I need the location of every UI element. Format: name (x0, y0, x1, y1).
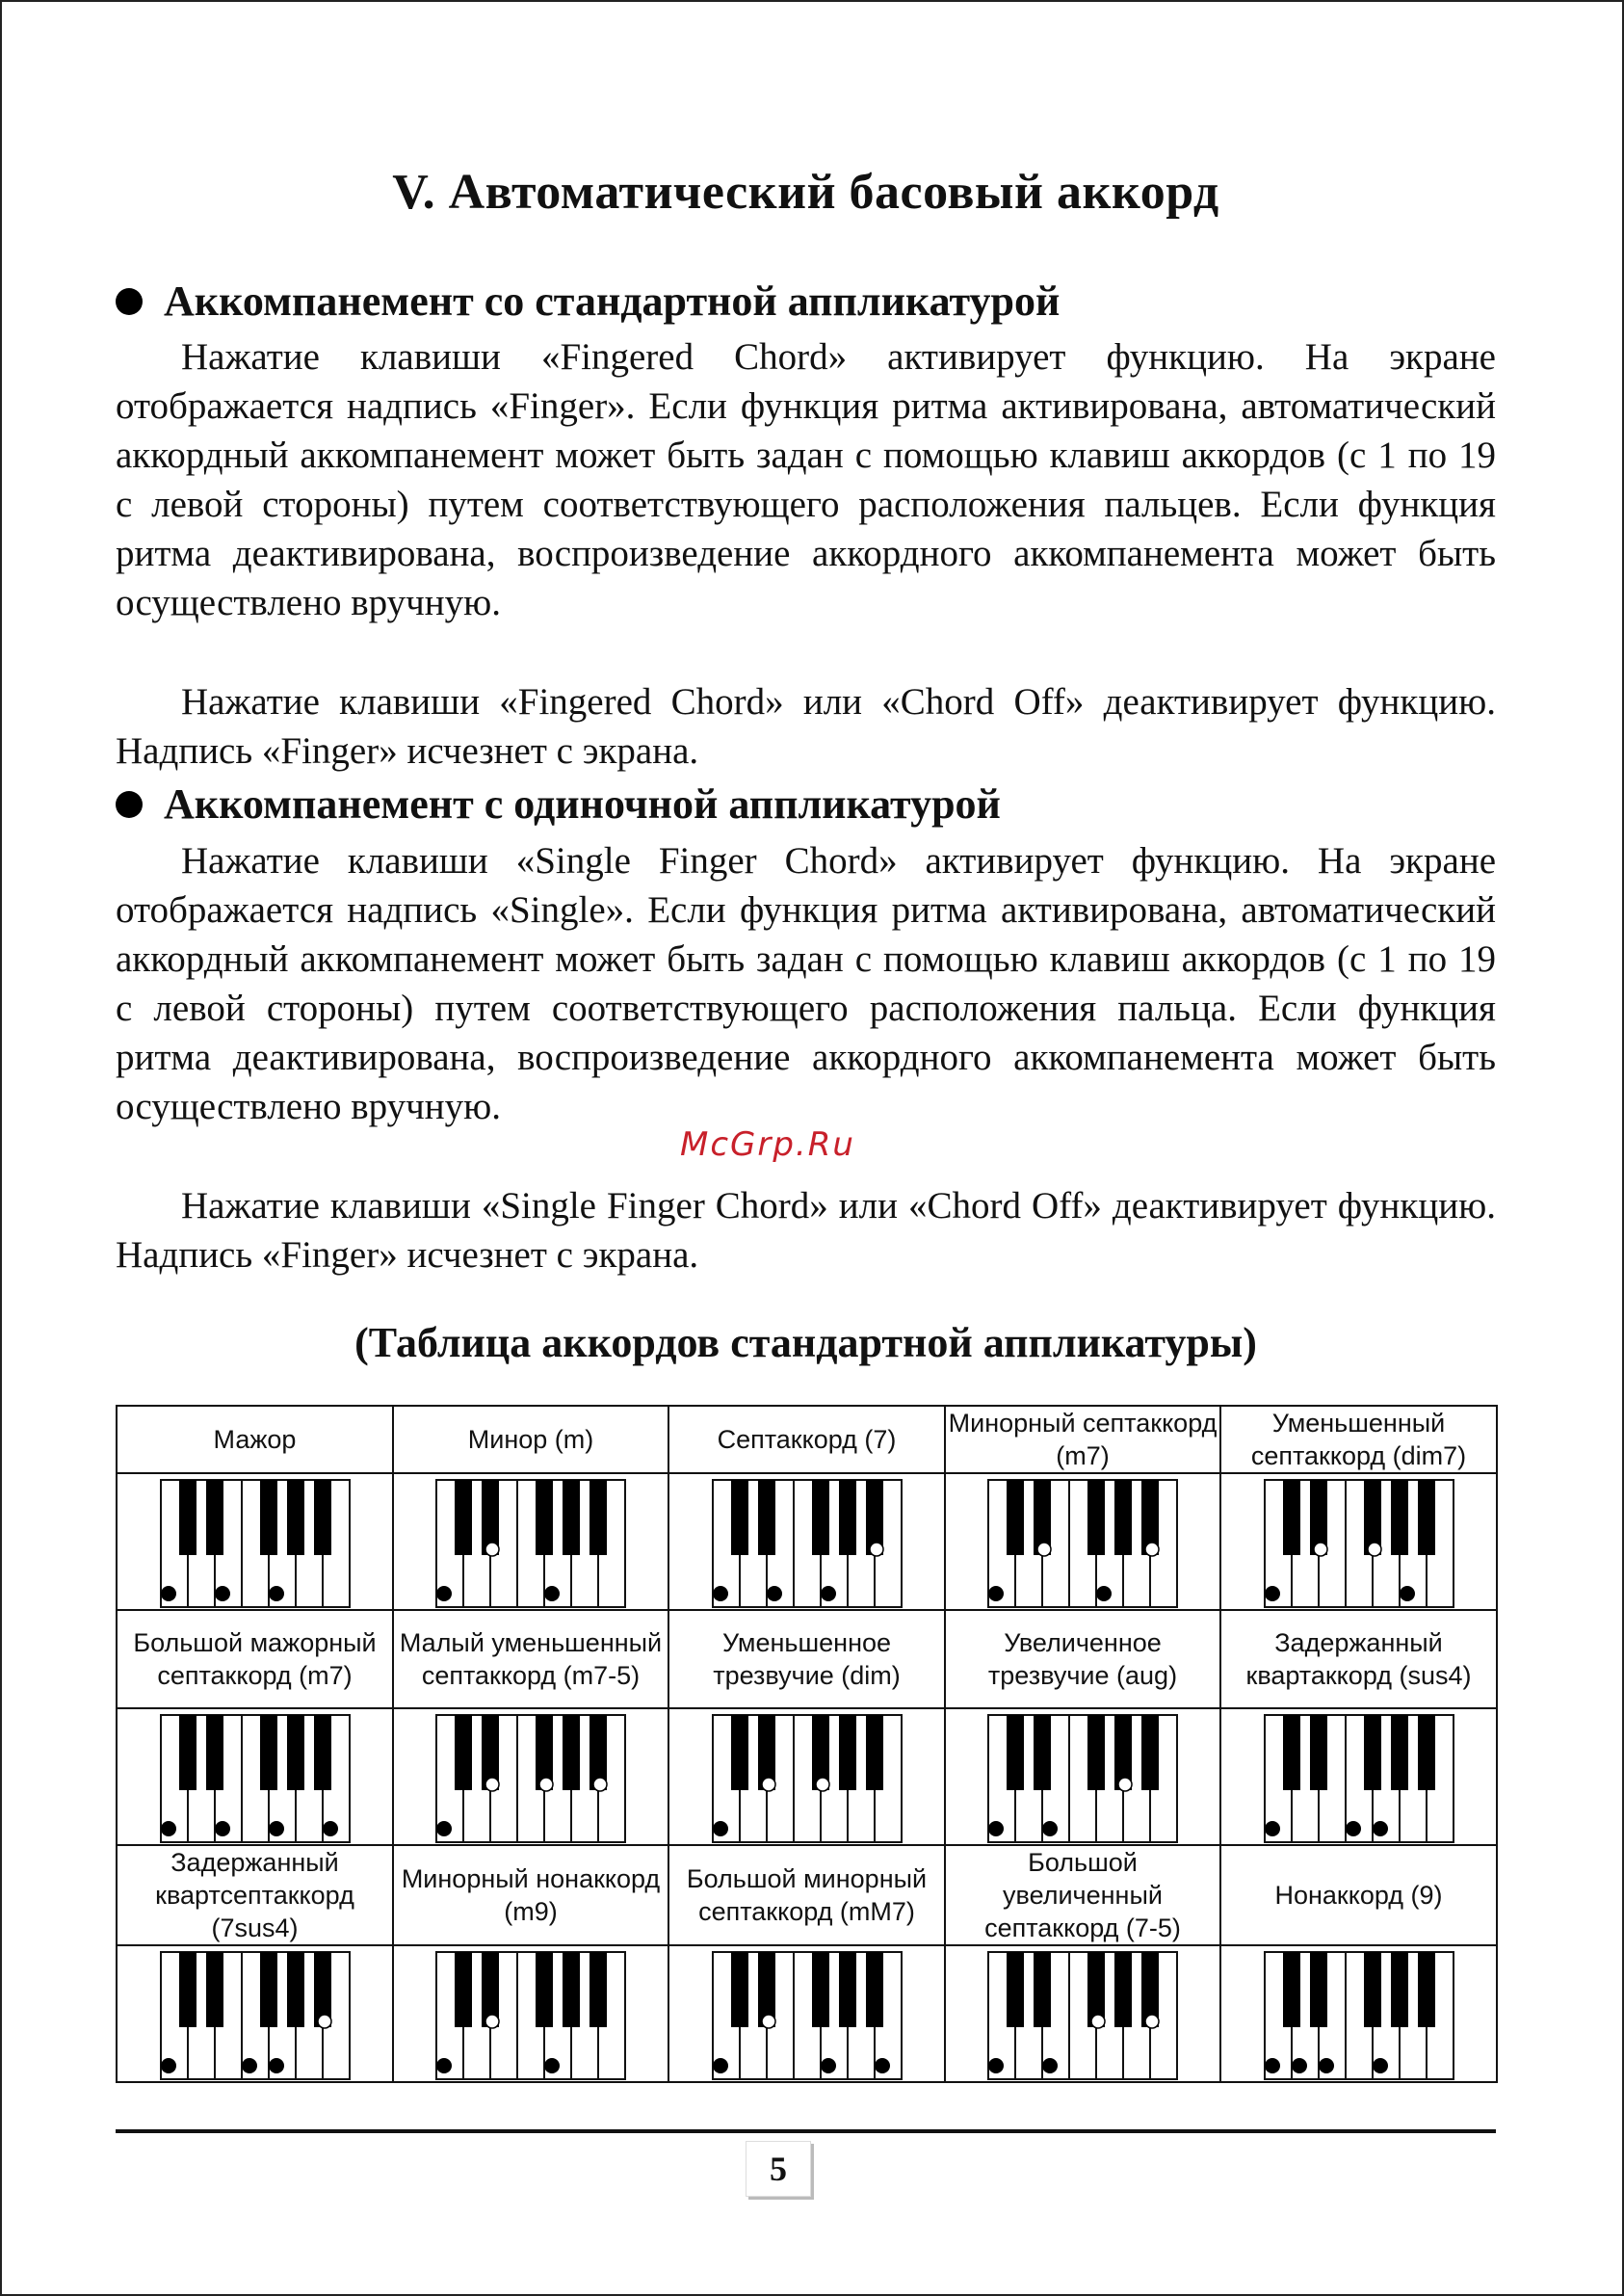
black-key (287, 1480, 304, 1555)
black-key (1418, 1952, 1435, 2027)
black-key-marker (539, 1778, 553, 1791)
black-key-marker (485, 1543, 499, 1556)
white-key-marker (215, 1586, 230, 1601)
chord-keyboard-row (117, 1473, 1497, 1610)
chord-name: Уменьшенное трезвучие (dim) (668, 1610, 945, 1708)
black-key (536, 1480, 553, 1555)
black-key (1087, 1715, 1105, 1790)
chord-table-body (117, 1406, 1497, 2082)
table-title: (Таблица аккордов стандартной аппликатуры) (354, 1319, 1257, 1366)
white-key-marker (1400, 1586, 1415, 1601)
section-heading-text: Аккомпанемент с одиночной аппликатурой (164, 780, 1001, 828)
white-key-marker (821, 1586, 836, 1601)
black-key (206, 1480, 223, 1555)
chord-keyboard-cell (945, 1708, 1220, 1845)
black-key-marker (485, 1778, 499, 1791)
white-key-marker (713, 1821, 728, 1836)
white-key-marker (1096, 1586, 1112, 1601)
piano-keys-icon (711, 1713, 904, 1844)
white-key-marker (1292, 2058, 1307, 2073)
black-key (839, 1480, 856, 1555)
piano-keys-icon (986, 1950, 1179, 2081)
white-key-marker (1373, 2058, 1388, 2073)
chord-name: Увеличенное трезвучие (aug) (945, 1610, 1220, 1708)
piano-keys-icon (159, 1713, 352, 1844)
piano-keys-icon (159, 1478, 352, 1609)
black-key (758, 1480, 775, 1555)
black-key (260, 1715, 277, 1790)
section-heading-text: Аккомпанемент со стандартной аппликатурой (164, 277, 1061, 325)
black-key (1391, 1952, 1408, 2027)
white-key-marker (161, 1821, 176, 1836)
black-key (206, 1715, 223, 1790)
black-key (589, 1952, 607, 2027)
paragraph: Нажатие клавиши «Fingered Chord» или «Chord Off» деактивирует функцию. Надпись «Finger» исчезнет с экрана. (116, 681, 1496, 772)
black-key (563, 1952, 580, 2027)
watermark: McGrp.Ru (680, 1125, 855, 1164)
black-key (179, 1715, 196, 1790)
bullet-icon (116, 791, 143, 818)
piano-keys-icon (1263, 1478, 1455, 1609)
white-key-marker (713, 1586, 728, 1601)
white-key-marker (821, 2058, 836, 2073)
white-key-marker (1042, 1821, 1058, 1836)
black-key (563, 1480, 580, 1555)
white-key-marker (875, 2058, 890, 2073)
chord-name: Задержанный квартаккорд (sus4) (1220, 1610, 1497, 1708)
white-key-marker (269, 2058, 284, 2073)
chord-keyboard-cell (393, 1473, 668, 1610)
chord-keyboard-row (117, 1945, 1497, 2082)
white-key-marker (161, 2058, 176, 2073)
black-key (589, 1480, 607, 1555)
section-heading-single (116, 779, 1496, 829)
black-key (839, 1952, 856, 2027)
black-key-marker (1037, 1543, 1051, 1556)
black-key (731, 1715, 748, 1790)
white-key-marker (215, 1821, 230, 1836)
chord-keyboard-cell (393, 1708, 668, 1845)
black-key (455, 1480, 472, 1555)
piano-keys-icon (159, 1950, 352, 2081)
black-key (1007, 1480, 1024, 1555)
black-key (1283, 1952, 1300, 2027)
chord-label-row (117, 1406, 1497, 1473)
bullet-icon (116, 288, 143, 315)
black-key-marker (1145, 2015, 1159, 2028)
chord-keyboard-cell (393, 1945, 668, 2082)
piano-keys-icon (434, 1950, 627, 2081)
white-key-marker (1265, 2058, 1280, 2073)
white-key-marker (1319, 2058, 1334, 2073)
piano-keys-icon (1263, 1713, 1455, 1844)
chord-keyboard-cell (1220, 1708, 1497, 1845)
white-key-marker (1373, 1821, 1388, 1836)
black-key (1391, 1480, 1408, 1555)
piano-keys-icon (1263, 1950, 1455, 2081)
black-key-marker (870, 1543, 883, 1556)
chord-name: Минорный нонаккорд (m9) (393, 1845, 668, 1945)
black-key-marker (1314, 1543, 1327, 1556)
chord-label-row (117, 1610, 1497, 1708)
white-key-marker (269, 1586, 284, 1601)
white-key-marker (767, 1586, 782, 1601)
white-key-marker (161, 1586, 176, 1601)
black-key (812, 1480, 829, 1555)
black-key (1283, 1715, 1300, 1790)
black-key (1114, 1952, 1132, 2027)
black-key (812, 1952, 829, 2027)
black-key (287, 1952, 304, 2027)
black-key-marker (762, 2015, 775, 2028)
white-key-marker (436, 2058, 452, 2073)
black-key (260, 1480, 277, 1555)
chord-keyboard-cell (945, 1945, 1220, 2082)
black-key (1034, 1952, 1051, 2027)
black-key (206, 1952, 223, 2027)
chord-keyboard-cell (668, 1708, 945, 1845)
chord-name: Септаккорд (7) (668, 1406, 945, 1473)
black-key (839, 1715, 856, 1790)
black-key-marker (762, 1778, 775, 1791)
paragraph: Нажатие клавиши «Single Finger Chord» активирует функцию. На экране отображается надпись «Single». Если функция ритма активирована, автоматический аккордный аккомпанемент может быть задан с помощью клавиш аккордов (с 1 по 19 с левой стороны) путем соответствующего расположения пальца. Если функция ритма деактивирована, воспроизведение аккордного аккомпанемента может быть осуществлено вручную. (116, 840, 1496, 1127)
white-key-marker (242, 2058, 257, 2073)
black-key (866, 1952, 883, 2027)
chord-keyboard-cell (668, 1473, 945, 1610)
chord-name: Уменьшенный септаккорд (dim7) (1220, 1406, 1497, 1473)
black-key-marker (816, 1778, 829, 1791)
black-key (314, 1715, 331, 1790)
piano-keys-icon (711, 1950, 904, 2081)
piano-keys-icon (434, 1713, 627, 1844)
white-key-marker (544, 2058, 560, 2073)
chord-keyboard-cell (1220, 1473, 1497, 1610)
chord-keyboard-cell (117, 1945, 393, 2082)
chord-keyboard-row (117, 1708, 1497, 1845)
chord-name: Задержанный квартсептаккорд (7sus4) (117, 1845, 393, 1945)
white-key-marker (1265, 1821, 1280, 1836)
black-key (455, 1715, 472, 1790)
chord-name: Мажор (117, 1406, 393, 1473)
white-key-marker (1265, 1586, 1280, 1601)
black-key-marker (318, 2015, 331, 2028)
bottom-rule (116, 2129, 1496, 2133)
chord-label-row (117, 1845, 1497, 1945)
black-key-marker (1118, 1778, 1132, 1791)
black-key-marker (1145, 1543, 1159, 1556)
black-key (563, 1715, 580, 1790)
section-heading-fingered (116, 277, 1496, 326)
black-key (455, 1952, 472, 2027)
white-key-marker (323, 1821, 338, 1836)
chord-name: Малый уменьшенный септаккорд (m7-5) (393, 1610, 668, 1708)
black-key (1391, 1715, 1408, 1790)
piano-keys-icon (711, 1478, 904, 1609)
black-key (1141, 1715, 1159, 1790)
black-key (1364, 1952, 1381, 2027)
black-key (1310, 1715, 1327, 1790)
black-key-marker (1368, 1543, 1381, 1556)
chord-name: Нонаккорд (9) (1220, 1845, 1497, 1945)
chord-keyboard-cell (117, 1708, 393, 1845)
black-key (179, 1480, 196, 1555)
paragraph: Нажатие клавиши «Fingered Chord» активирует функцию. На экране отображается надпись «Finger». Если функция ритма активирована, автоматический аккордный аккомпанемент может быть задан с помощью клавиш аккордов (с 1 по 19 с левой стороны) путем соответствующего расположения пальцев. Если функция ритма деактивирована, воспроизведение аккордного аккомпанемента может быть осуществлено вручную. (116, 336, 1496, 623)
black-key (1283, 1480, 1300, 1555)
black-key (1418, 1480, 1435, 1555)
white-key-marker (269, 1821, 284, 1836)
black-key (1364, 1715, 1381, 1790)
black-key (1034, 1715, 1051, 1790)
black-key (1007, 1952, 1024, 2027)
chord-name: Большой мажорный септаккорд (m7) (117, 1610, 393, 1708)
chord-keyboard-cell (1220, 1945, 1497, 2082)
black-key-marker (485, 2015, 499, 2028)
black-key (1114, 1480, 1132, 1555)
black-key (1007, 1715, 1024, 1790)
black-key (536, 1952, 553, 2027)
white-key-marker (436, 1586, 452, 1601)
piano-keys-icon (986, 1478, 1179, 1609)
chord-name: Минорный септаккорд (m7) (945, 1406, 1220, 1473)
white-key-marker (988, 1586, 1004, 1601)
black-key-marker (1091, 2015, 1105, 2028)
black-key (731, 1952, 748, 2027)
black-key (1310, 1952, 1327, 2027)
white-key-marker (988, 2058, 1004, 2073)
black-key (314, 1480, 331, 1555)
black-key (1418, 1715, 1435, 1790)
black-key (731, 1480, 748, 1555)
page-number: 5 (746, 2141, 811, 2197)
black-key (179, 1952, 196, 2027)
chord-name: Большой минорный септаккорд (mM7) (668, 1845, 945, 1945)
paragraph: Нажатие клавиши «Single Finger Chord» или «Chord Off» деактивирует функцию. Надпись «Finger» исчезнет с экрана. (116, 1185, 1496, 1276)
black-key (260, 1952, 277, 2027)
white-key-marker (988, 1821, 1004, 1836)
white-key-marker (544, 1586, 560, 1601)
white-key-marker (436, 1821, 452, 1836)
white-key-marker (713, 2058, 728, 2073)
page-title: V. Автоматический басовый аккорд (392, 165, 1219, 220)
piano-keys-icon (434, 1478, 627, 1609)
piano-keys-icon (986, 1713, 1179, 1844)
chord-name: Большой увеличенный септаккорд (7-5) (945, 1845, 1220, 1945)
white-key-marker (1042, 2058, 1058, 2073)
white-key-marker (1346, 1821, 1361, 1836)
black-key (287, 1715, 304, 1790)
black-key (866, 1715, 883, 1790)
chord-keyboard-cell (668, 1945, 945, 2082)
chord-table (116, 1405, 1498, 2083)
black-key (1087, 1480, 1105, 1555)
black-key-marker (593, 1778, 607, 1791)
chord-keyboard-cell (945, 1473, 1220, 1610)
chord-keyboard-cell (117, 1473, 393, 1610)
chord-name: Минор (m) (393, 1406, 668, 1473)
